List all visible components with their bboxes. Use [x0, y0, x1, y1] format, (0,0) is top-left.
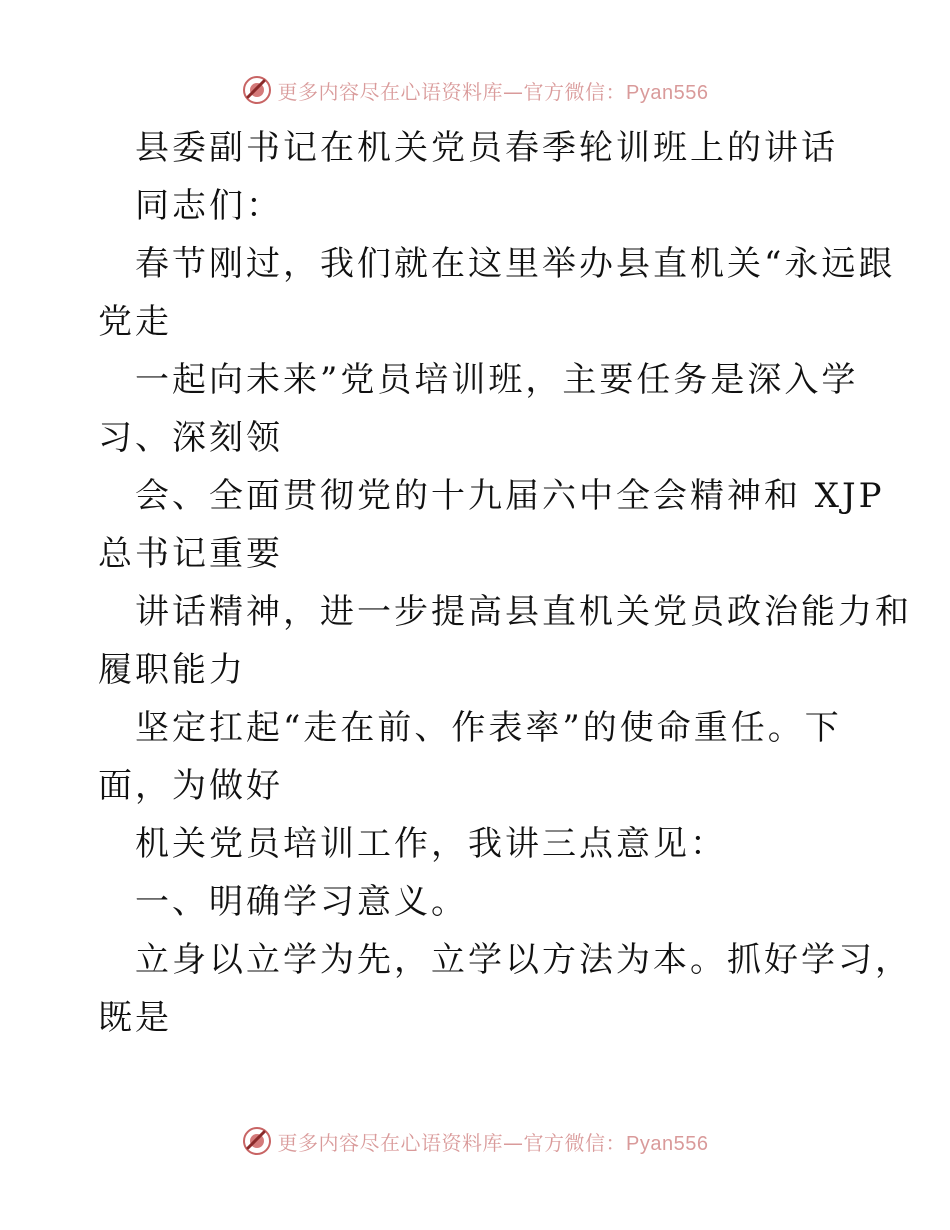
- watermark-label: 更多内容尽在心语资料库—官方微信：: [277, 79, 627, 104]
- section-heading: 一、明确学习意义。: [135, 882, 468, 922]
- paragraph-line: 立身以立学为先，立学以方法为本。抓好学习，: [135, 940, 912, 980]
- watermark-logo-icon: [242, 75, 272, 105]
- footer-watermark: [0, 1121, 950, 1161]
- paragraph-line: 总书记重要: [98, 534, 283, 574]
- paragraph-line: 面，为做好: [98, 766, 283, 806]
- paragraph-line: 会、全面贯彻党的十九届六中全会精神和 XJP: [135, 476, 885, 516]
- watermark-logo-icon: [242, 1126, 272, 1156]
- paragraph-line: 党走: [98, 302, 172, 342]
- paragraph-line: 履职能力: [98, 650, 246, 690]
- watermark-wechat-id: Pyan556: [626, 81, 709, 104]
- salutation: 同志们：: [135, 186, 283, 226]
- paragraph-line: 讲话精神，进一步提高县直机关党员政治能力和: [135, 592, 912, 632]
- watermark-label: 更多内容尽在心语资料库—官方微信：: [277, 1130, 627, 1155]
- paragraph-line: 一起向未来”党员培训班，主要任务是深入学: [135, 360, 859, 400]
- paragraph-line: 机关党员培训工作，我讲三点意见：: [135, 824, 727, 864]
- paragraph-line: 既是: [98, 998, 172, 1038]
- document-title: 县委副书记在机关党员春季轮训班上的讲话: [135, 128, 838, 168]
- paragraph-line: 习、深刻领: [98, 418, 283, 458]
- watermark-text: [278, 76, 709, 105]
- watermark-text: [278, 1127, 709, 1156]
- paragraph-line: 坚定扛起“走在前、作表率”的使命重任。下: [135, 708, 842, 748]
- header-watermark: [0, 70, 950, 110]
- paragraph-line: 春节刚过，我们就在这里举办县直机关“永远跟: [135, 244, 896, 284]
- watermark-wechat-id: Pyan556: [626, 1132, 709, 1155]
